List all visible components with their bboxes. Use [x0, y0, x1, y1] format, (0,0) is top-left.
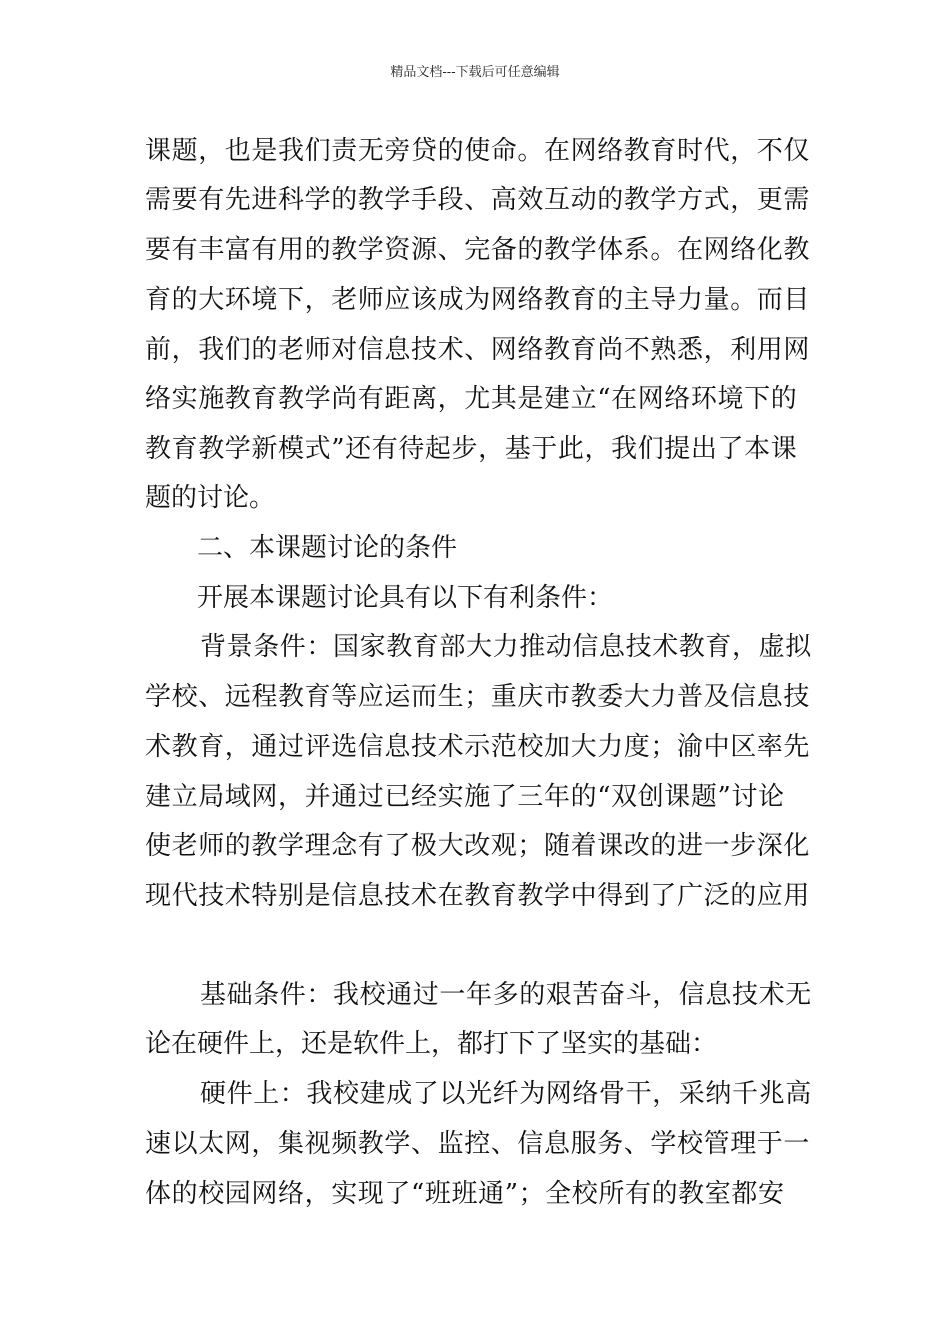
section-heading: 二、本课题讨论的条件 [197, 533, 458, 563]
paragraph-line: 现代技术特别是信息技术在教育教学中得到了广泛的应用 [145, 881, 811, 911]
paragraph-line: 学校、远程教育等应运而生；重庆市教委大力普及信息技 [145, 682, 811, 712]
paragraph-line: 络实施教育教学尚有距离，尤其是建立“在网络环境下的 [145, 384, 798, 414]
paragraph-line: 论在硬件上，还是软件上，都打下了坚实的基础： [145, 1029, 718, 1059]
paragraph-line: 速以太网，集视频教学、监控、信息服务、学校管理于一 [145, 1129, 811, 1159]
paragraph-line: 要有丰富有用的教学资源、完备的教学体系。在网络化教 [145, 235, 811, 265]
paragraph-line: 硬件上：我校建成了以光纤为网络骨干，采纳千兆高 [200, 1079, 812, 1109]
paragraph-line: 题的讨论。 [145, 483, 276, 513]
paragraph-line: 课题，也是我们责无旁贷的使命。在网络教育时代，不仅 [145, 136, 811, 166]
paragraph-line: 前，我们的老师对信息技术、网络教育尚不熟悉，利用网 [145, 335, 811, 365]
paragraph-line: 使老师的教学理念有了极大改观；随着课改的进一步深化 [145, 831, 811, 861]
paragraph-line: 需要有先进科学的教学手段、高效互动的教学方式，更需 [145, 185, 811, 215]
paragraph-line: 体的校园网络，实现了“班班通”；全校所有的教室都安 [145, 1179, 785, 1209]
paragraph-line: 建立局域网，并通过已经实施了三年的“双创课题”讨论 [145, 782, 785, 812]
paragraph-line: 开展本课题讨论具有以下有利条件： [197, 583, 614, 613]
paragraph-line: 基础条件：我校通过一年多的艰苦奋斗，信息技术无 [200, 980, 812, 1010]
paragraph-line: 背景条件：国家教育部大力推动信息技术教育，虚拟 [200, 632, 812, 662]
paragraph-line: 教育教学新模式”还有待起步，基于此，我们提出了本课 [145, 434, 798, 464]
paragraph-line: 术教育，通过评选信息技术示范校加大力度；渝中区率先 [145, 732, 811, 762]
page-header: 精品文档---下载后可任意编辑 [390, 65, 560, 80]
paragraph-line: 育的大环境下，老师应该成为网络教育的主导力量。而目 [145, 285, 811, 315]
